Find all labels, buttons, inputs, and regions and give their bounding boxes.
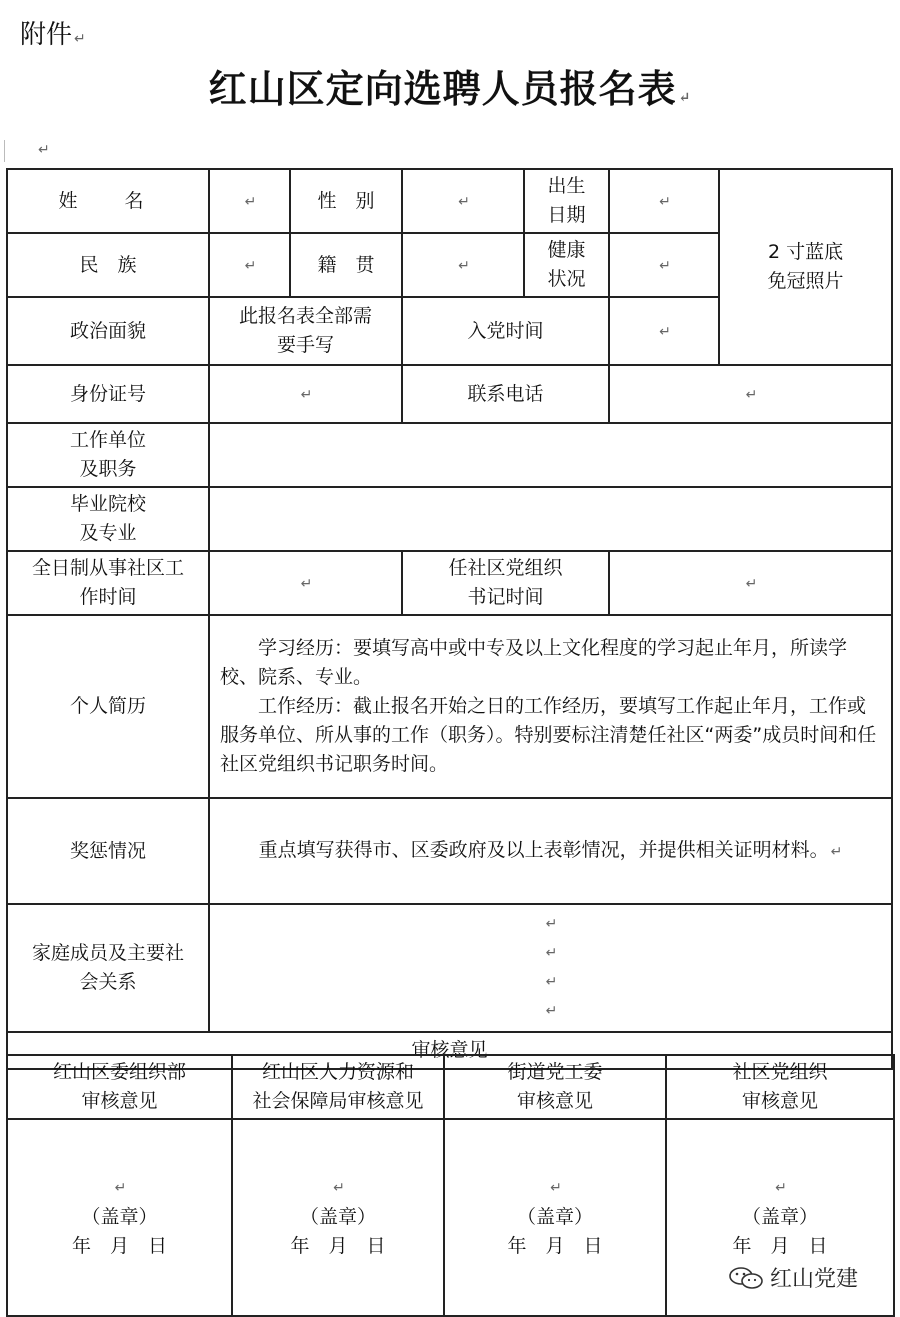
phone-label: 联系电话 [402,365,609,423]
review-org-dept-label: 红山区委组织部 审核意见 [7,1055,232,1119]
gender-label: 性 别 [290,169,402,233]
ethnicity-field[interactable]: ↵ [209,233,290,297]
politics-label: 政治面貌 [7,297,209,365]
stamp-text: （盖章） [81,1206,158,1228]
date-text: 年 月 日 [732,1235,828,1257]
registration-form [6,168,893,1070]
id-number-field[interactable]: ↵ [209,365,402,423]
birth-field[interactable]: ↵ [609,169,719,233]
school-label: 毕业院校 及专业 [7,487,209,551]
community-work-time-label: 全日制从事社区工 作时间 [7,551,209,615]
stamp-text: （盖章） [299,1206,376,1228]
date-text: 年 月 日 [507,1235,603,1257]
name-field[interactable]: ↵ [209,169,290,233]
gender-field[interactable]: ↵ [402,169,524,233]
resume-work: 工作经历：截止报名开始之日的工作经历，要填写工作起止年月，工作或服务单位、所从事的工作（职务）。特别要标注清楚任社区“两委”成员时间和任社区党组织书记职务时间。 [220,695,877,775]
margin-tick [0,140,5,162]
secretary-time-label: 任社区党组织 书记时间 [402,551,609,615]
resume-label: 个人简历 [7,615,209,798]
school-field[interactable] [209,487,892,551]
health-field[interactable]: ↵ [609,233,719,297]
review-street-committee-field[interactable]: ↵ （盖章） 年 月 日 [444,1119,666,1316]
wechat-icon [728,1266,764,1290]
review-street-committee-label: 街道党工委 审核意见 [444,1055,666,1119]
review-header: 审核意见 [7,1032,892,1069]
birth-label: 出生 日期 [524,169,609,233]
stamp-text: （盖章） [516,1206,593,1228]
id-number-label: 身份证号 [7,365,209,423]
party-date-field[interactable]: ↵ [609,297,719,365]
watermark: 红山党建 [728,1262,858,1293]
community-work-time-field[interactable]: ↵ [209,551,402,615]
photo-box[interactable]: 2 寸蓝底 免冠照片 [719,169,892,365]
health-label: 健康 状况 [524,233,609,297]
review-hr-bureau-field[interactable]: ↵ （盖章） 年 月 日 [232,1119,444,1316]
workplace-label: 工作单位 及职务 [7,423,209,487]
date-text: 年 月 日 [290,1235,386,1257]
workplace-field[interactable] [209,423,892,487]
ethnicity-label: 民 族 [7,233,209,297]
native-place-label: 籍 贯 [290,233,402,297]
page-title: 红山区定向选聘人员报名表 ↵ [208,66,692,111]
review-community-party-label: 社区党组织 审核意见 [666,1055,894,1119]
paragraph-mark: ↵ [38,142,50,158]
phone-field[interactable]: ↵ [609,365,892,423]
politics-note: 此报名表全部需 要手写 [209,297,402,365]
resume-field[interactable] [209,615,892,798]
attachment-label: 附件 ↵ [20,20,86,50]
party-date-label: 入党时间 [402,297,609,365]
review-hr-bureau-label: 红山区人力资源和 社会保障局审核意见 [232,1055,444,1119]
resume-study: 学习经历：要填写高中或中专及以上文化程度的学习起止年月，所读学校、院系、专业。 [220,637,848,688]
native-place-field[interactable]: ↵ [402,233,524,297]
review-org-dept-field[interactable]: ↵ （盖章） 年 月 日 [7,1119,232,1316]
awards-field[interactable]: 重点填写获得市、区委政府及以上表彰情况，并提供相关证明材料。 ↵ [209,798,892,904]
family-field[interactable]: ↵ ↵ ↵ ↵ [209,904,892,1032]
stamp-text: （盖章） [741,1206,818,1228]
secretary-time-field[interactable]: ↵ [609,551,892,615]
name-label: 姓 名 [7,169,209,233]
family-label: 家庭成员及主要社 会关系 [7,904,209,1032]
review-community-party-field[interactable]: ↵ （盖章） 年 月 日 [666,1119,894,1316]
awards-label: 奖惩情况 [7,798,209,904]
date-text: 年 月 日 [71,1235,167,1257]
